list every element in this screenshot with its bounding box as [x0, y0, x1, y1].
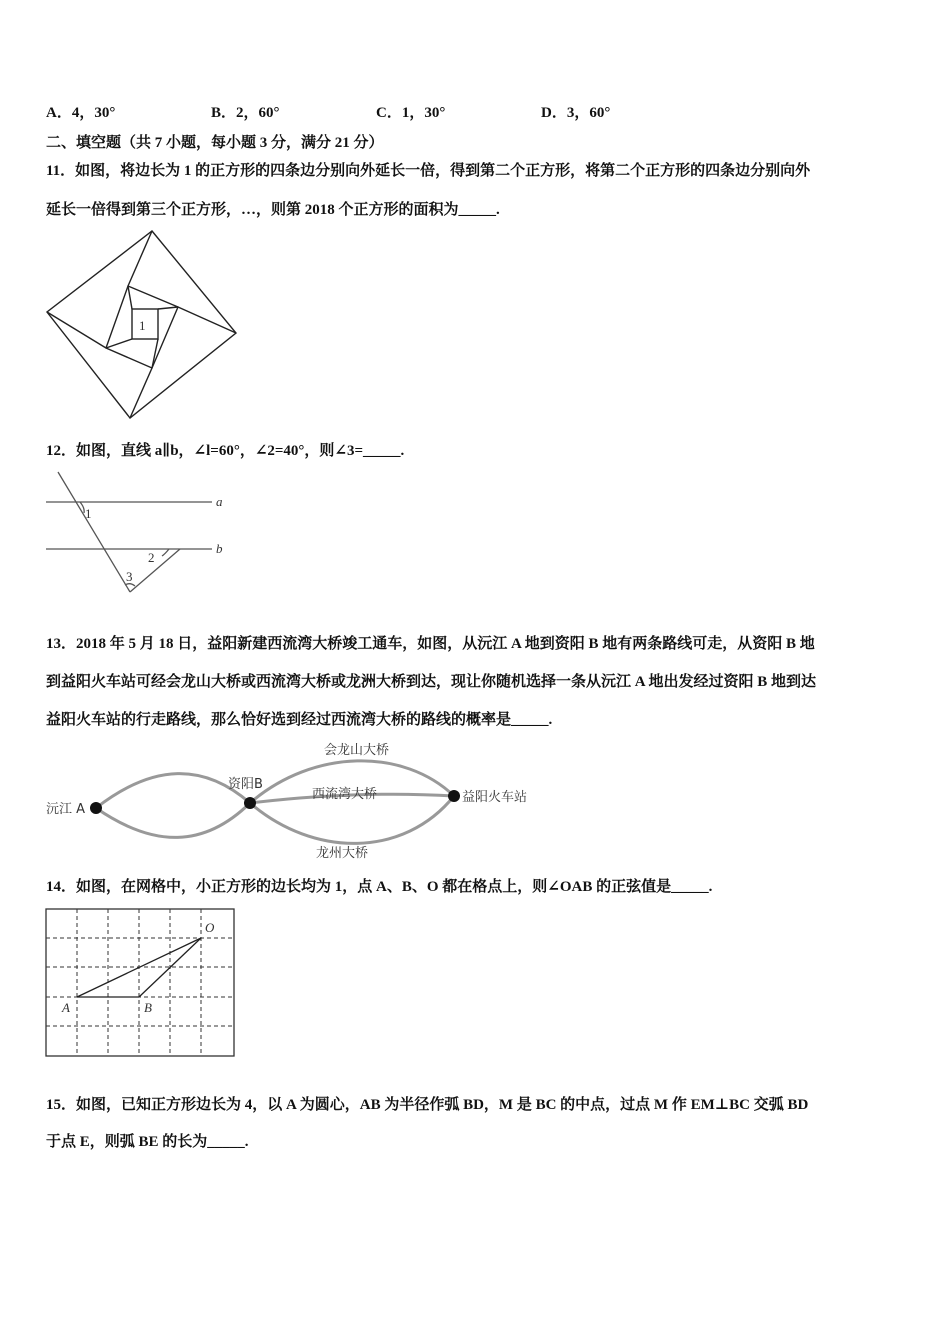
q12-figure: [44, 470, 234, 598]
q14-label-o: O: [205, 920, 215, 935]
q12-label-1: 1: [85, 506, 92, 521]
q13-route-longzhou: [250, 796, 454, 843]
choice-a: A．4，30°: [46, 105, 116, 121]
q12-label-3: 3: [126, 569, 133, 584]
q14-text-line1: 14．如图，在网格中，小正方形的边长均为 1，点 A、B、O 都在格点上，则∠OAB 的正弦值是_____.: [46, 879, 713, 895]
q13-label-bridge1: 会龙山大桥: [324, 743, 390, 758]
q13-route-a-b-lower: [96, 803, 250, 837]
q13-point-station: [448, 790, 460, 802]
q12-label-a: a: [216, 494, 223, 509]
q13-route-figure: [44, 738, 544, 863]
q13-label-bridge2: 西流湾大桥: [312, 787, 378, 802]
choice-c: C．1，30°: [376, 105, 446, 121]
q13-label-bridge3: 龙州大桥: [316, 846, 369, 861]
q12-label-b: b: [216, 541, 223, 556]
q13-text-line1: 13．2018 年 5 月 18 日，益阳新建西流湾大桥竣工通车，如图，从沅江 A 地到资阳 B 地有两条路线可走，从资阳 B 地: [46, 636, 815, 652]
q12-text-line1: 12．如图，直线 a∥b，∠l=60°，∠2=40°，则∠3=_____.: [46, 443, 405, 459]
q13-route-a-b-upper: [96, 774, 250, 808]
q11-figure: [40, 228, 245, 423]
choice-b: B．2，60°: [211, 105, 280, 121]
q13-label-a: 沅江 A: [46, 802, 86, 817]
q14-label-a: A: [62, 1000, 70, 1015]
q13-point-b: [244, 797, 256, 809]
section-title: 二、填空题（共 7 小题，每小题 3 分，满分 21 分）: [46, 135, 384, 151]
q12-transversal: [58, 472, 130, 592]
q13-label-b: 资阳B: [228, 777, 263, 792]
q12-label-2: 2: [148, 550, 155, 565]
q13-point-a: [90, 802, 102, 814]
q11-text-line2: 延长一倍得到第三个正方形，…，则第 2018 个正方形的面积为_____.: [46, 202, 500, 218]
q14-grid-figure: [45, 908, 235, 1058]
q15-text-line2: 于点 E，则弧 BE 的长为_____.: [46, 1134, 249, 1150]
choice-d: D．3，60°: [541, 105, 611, 121]
q14-label-b: B: [144, 1000, 152, 1015]
q15-text-line1: 15．如图，已知正方形边长为 4，以 A 为圆心，AB 为半径作弧 BD，M 是 BC 的中点，过点 M 作 EM⊥BC 交弧 BD: [46, 1097, 809, 1113]
q11-figure-label: 1: [139, 318, 146, 333]
q13-label-station: 益阳火车站: [462, 790, 528, 805]
q11-text-line1: 11．如图，将边长为 1 的正方形的四条边分别向外延长一倍，得到第二个正方形，将第二个正方形的四条边分别向外: [46, 163, 811, 179]
q13-text-line2: 到益阳火车站可经会龙山大桥或西流湾大桥或龙洲大桥到达，现让你随机选择一条从沅江 A 地出发经过资阳 B 地到达: [46, 674, 817, 690]
q12-slant-line: [130, 549, 180, 592]
q13-text-line3: 益阳火车站的行走路线，那么恰好选到经过西流湾大桥的路线的概率是_____.: [46, 712, 553, 728]
